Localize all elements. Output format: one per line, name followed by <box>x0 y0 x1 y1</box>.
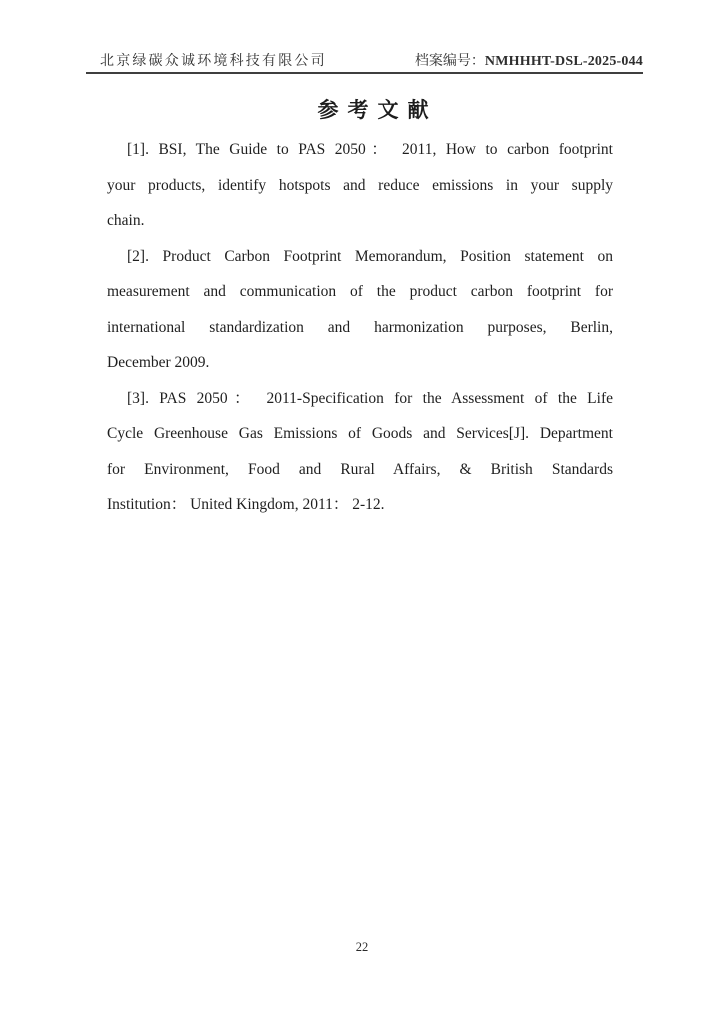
doc-number-value: NMHHHT-DSL-2025-044 <box>484 54 643 69</box>
reference-line: [2]. Product Carbon Footprint Memorandum, Position statement on <box>127 247 613 265</box>
reference-line: December 2009. <box>107 354 210 371</box>
header-rule <box>86 72 643 74</box>
page-number: 22 <box>355 940 369 954</box>
reference-item <box>107 381 613 523</box>
doc-number <box>415 50 643 70</box>
reference-item <box>107 239 613 381</box>
reference-line: for Environment, Food and Rural Affairs, & British Standards <box>107 460 613 478</box>
doc-number-label: 档案编号： <box>414 54 485 69</box>
page-title: 参考文献 <box>317 98 438 122</box>
reference-line: [1]. BSI, The Guide to PAS 2050： 2011, How to carbon footprint <box>127 141 613 158</box>
reference-line: Institution： United Kingdom, 2011： 2-12. <box>107 496 385 513</box>
references-section <box>107 132 613 523</box>
reference-line: your products, identify hotspots and reduce emissions in your supply <box>107 176 613 194</box>
reference-line: Cycle Greenhouse Gas Emissions of Goods and Services[J]. Department <box>107 425 613 442</box>
reference-line: chain. <box>107 212 145 229</box>
reference-line: [3]. PAS 2050： 2011-Specification for the Assessment of the Life <box>127 389 613 407</box>
reference-line: international standardization and harmonization purposes, Berlin, <box>107 318 613 336</box>
reference-line: measurement and communication of the product carbon footprint for <box>107 283 613 300</box>
reference-item <box>107 132 613 239</box>
company-name: 北京绿碳众诚环境科技有限公司 <box>100 54 327 69</box>
